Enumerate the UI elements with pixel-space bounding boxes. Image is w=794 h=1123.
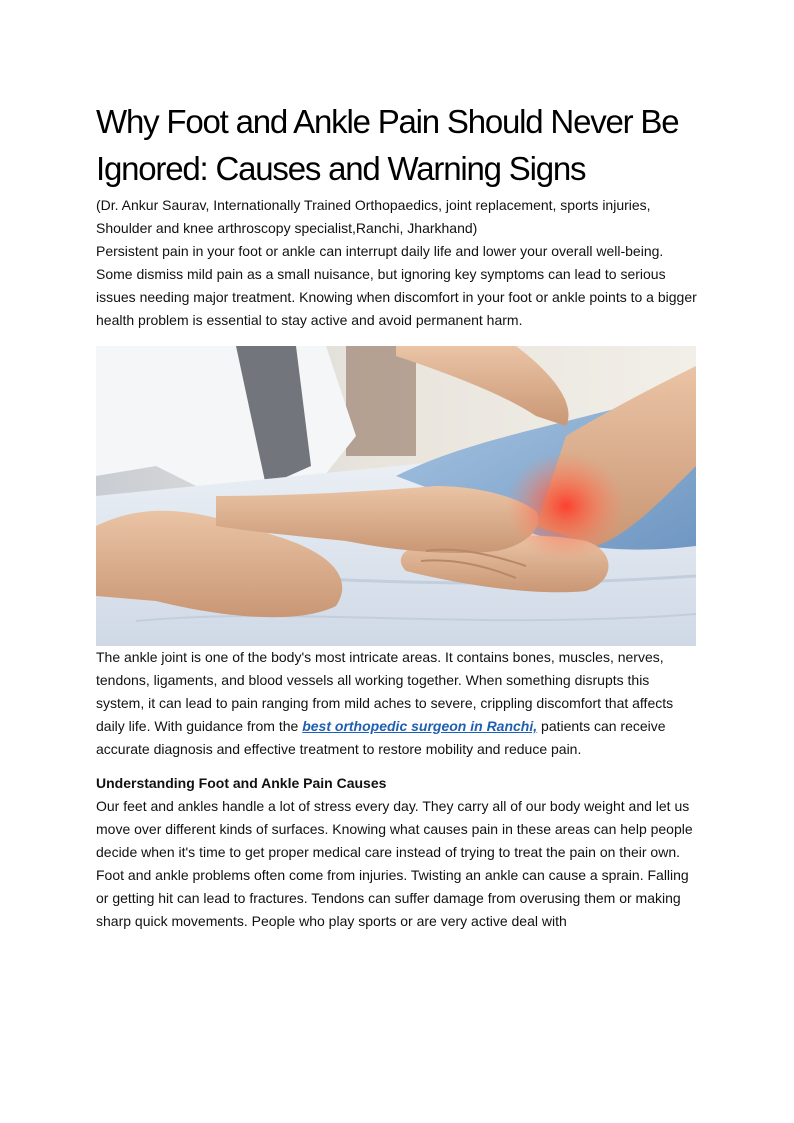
document-page	[96, 98, 700, 933]
best-orthopedic-surgeon-link[interactable]: best orthopedic surgeon in Ranchi,	[302, 718, 538, 734]
intro-paragraph: Persistent pain in your foot or ankle can interrupt daily life and lower your overall well-being. Some dismiss mild pain as a small nuisance, but ignoring key symptoms can lead to serious issues needing major treatment. Knowing when discomfort in your foot or ankle points to a bigger health problem is essential to stay active and avoid permanent harm.	[96, 243, 697, 328]
section-paragraph-1: Our feet and ankles handle a lot of stress every day. They carry all of our body weight and let us move over different kinds of surfaces. Knowing what causes pain in these areas can help people decide when it's time to get proper medical care instead of trying to treat the pain on their own.	[96, 798, 693, 860]
section-heading: Understanding Foot and Ankle Pain Causes	[96, 775, 387, 791]
ankle-paragraph-text-after: patients can receive accurate diagnosis and effective treatment to restore mobility and reduce pain.	[96, 718, 666, 757]
author-byline: (Dr. Ankur Saurav, Internationally Trained Orthopaedics, joint replacement, sports injuries, Shoulder and knee arthroscopy specialist,Ranchi, Jharkhand)	[96, 197, 651, 236]
section-paragraph-2: Foot and ankle problems often come from injuries. Twisting an ankle can cause a sprain. Falling or getting hit can lead to fractures. Tendons can suffer damage from overusing them or making sharp quick movements. People who play sports or are very active deal with	[96, 867, 689, 929]
ankle-examination-photo	[96, 346, 696, 646]
ankle-joint-paragraph	[96, 646, 700, 761]
ankle-paragraph-text-before: The ankle joint is one of the body's most intricate areas. It contains bones, muscles, nerves, tendons, ligaments, and blood vessels all working together. When something disrupts this system, it can lead to pain ranging from mild aches to severe, crippling discomfort that affects daily life. With guidance from the	[96, 649, 674, 734]
article-title: Why Foot and Ankle Pain Should Never Be Ignored: Causes and Warning Signs	[96, 103, 679, 187]
